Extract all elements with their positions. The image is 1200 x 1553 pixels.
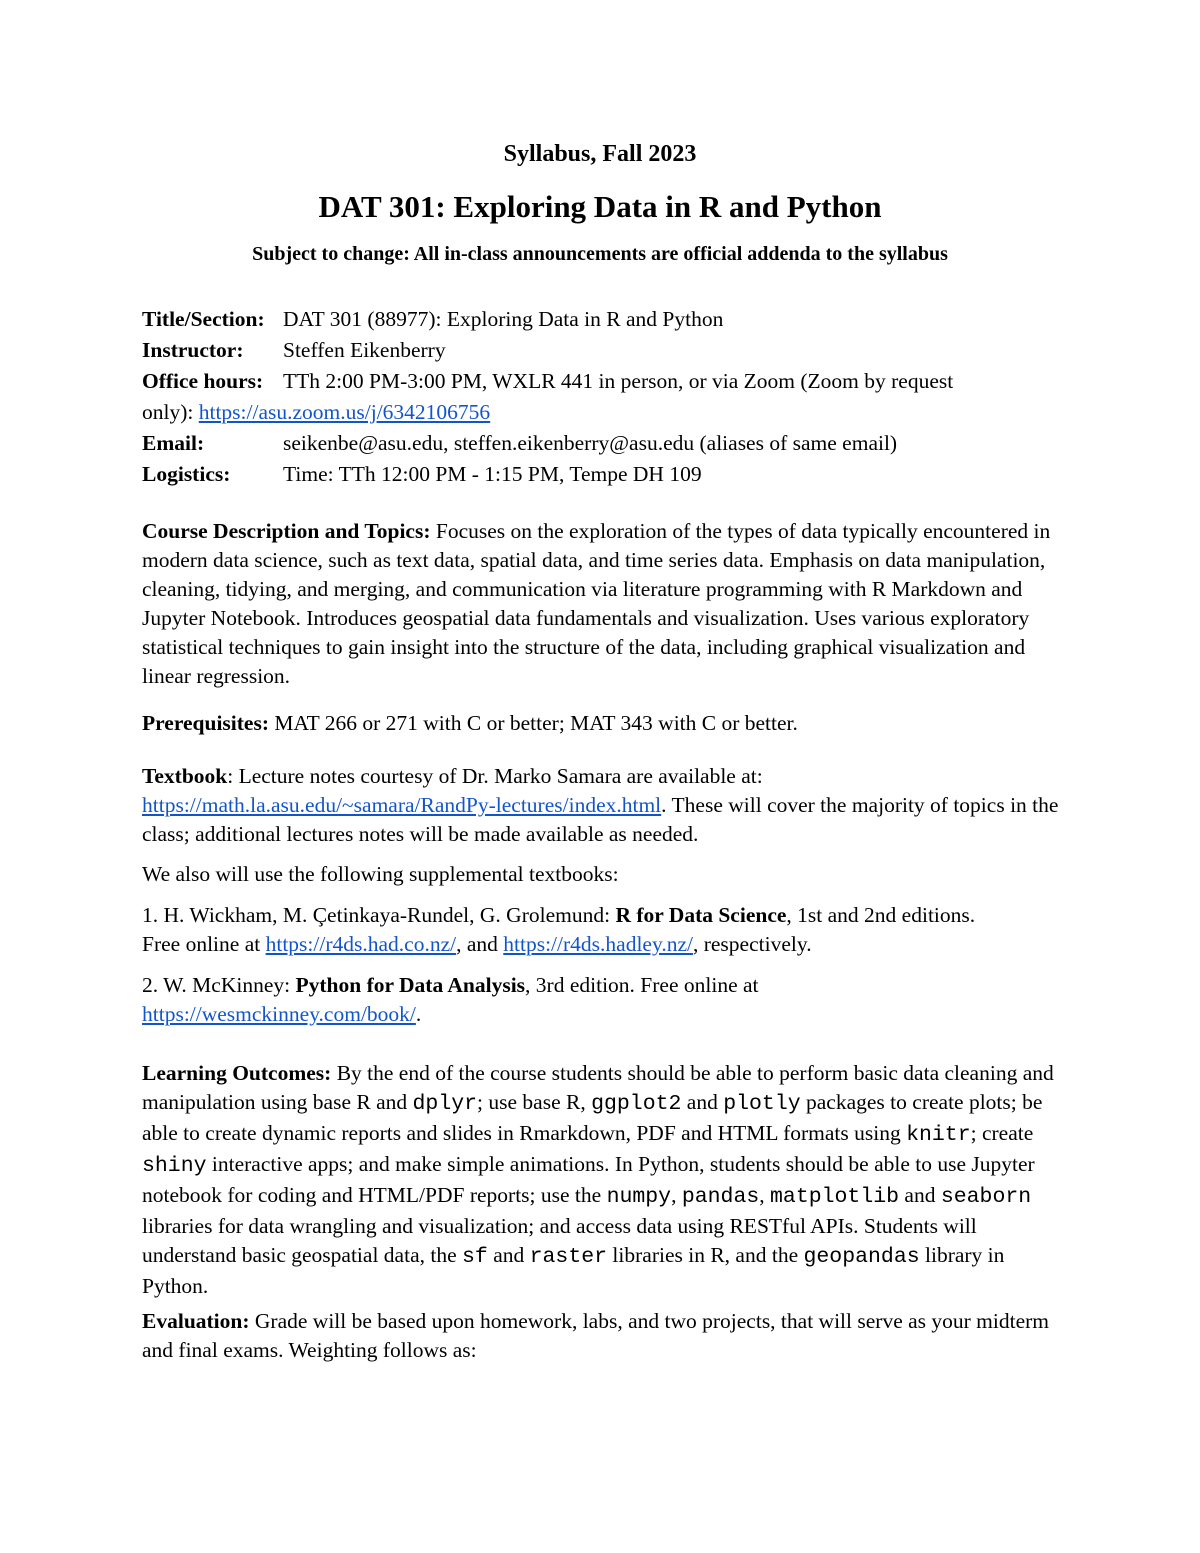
code-matplotlib: matplotlib <box>770 1185 900 1209</box>
title-label: Title/Section: <box>142 307 265 331</box>
outcomes-text: libraries in R, and the <box>607 1243 804 1267</box>
outcomes-text: and <box>899 1183 941 1207</box>
title-value: DAT 301 (88977): Exploring Data in R and Python <box>283 307 724 331</box>
code-seaborn: seaborn <box>940 1185 1032 1209</box>
instructor-label: Instructor: <box>142 338 244 362</box>
course-description <box>142 517 1062 691</box>
syllabus-term: Syllabus, Fall 2023 <box>503 141 697 167</box>
info-row-logistics <box>142 460 1062 491</box>
outcomes-text: packages to create plots; be able to create dynamic reports and slides in Rmarkdown, PDF and HTML formats using <box>142 1090 1043 1145</box>
code-dplyr: dplyr <box>412 1092 478 1116</box>
wesmckinney-link[interactable]: https://wesmckinney.com/book/ <box>142 1002 416 1026</box>
supplemental-intro: We also will use the following supplemental textbooks: <box>142 862 619 886</box>
instructor-value: Steffen Eikenberry <box>283 338 446 362</box>
office-hours-label: Office hours: <box>142 369 264 393</box>
book2-end: . <box>415 1002 422 1026</box>
book-1 <box>142 901 1062 959</box>
book2-author: 2. W. McKinney: <box>142 973 296 997</box>
info-row-office <box>142 367 1062 398</box>
logistics-label: Logistics: <box>142 462 231 486</box>
code-ggplot2: ggplot2 <box>591 1092 682 1116</box>
evaluation-label: Evaluation: <box>142 1309 250 1333</box>
textbook-text-2: . These will cover the majority of topics in the class; additional lectures notes will be made available as needed. <box>142 793 1059 846</box>
code-shiny: shiny <box>142 1154 207 1178</box>
prerequisites <box>142 709 1062 738</box>
textbook-label: Textbook <box>142 764 228 788</box>
code-pandas: pandas <box>681 1185 760 1209</box>
book-2 <box>142 971 1062 1029</box>
outcomes-text: , <box>759 1183 771 1207</box>
outcomes-text: and <box>681 1090 724 1114</box>
outcomes-label: Learning Outcomes: <box>142 1061 332 1085</box>
outcomes-text: , <box>671 1183 682 1207</box>
book1-authors: 1. H. Wickham, M. Çetinkaya-Rundel, G. Grolemund: <box>142 903 616 927</box>
prereq-label: Prerequisites: <box>142 711 269 735</box>
email-label: Email: <box>142 431 205 455</box>
code-plotly: plotly <box>723 1092 801 1116</box>
prereq-text: MAT 266 or 271 with C or better; MAT 343 with C or better. <box>268 711 798 735</box>
outcomes-text: ; use base R, <box>477 1090 592 1114</box>
info-row-title <box>142 305 1062 336</box>
book1-free: Free online at <box>142 932 266 956</box>
code-knitr: knitr <box>906 1123 971 1147</box>
code-numpy: numpy <box>606 1185 672 1209</box>
book2-title: Python for Data Analysis <box>295 973 526 997</box>
zoom-link[interactable]: https://asu.zoom.us/j/6342106756 <box>198 400 491 424</box>
lecture-notes-link[interactable]: https://math.la.asu.edu/~samara/RandPy-lectures/index.html <box>142 793 662 817</box>
evaluation <box>142 1307 1062 1365</box>
syllabus-notice: Subject to change: All in-class announcements are official addenda to the syllabus <box>252 243 948 265</box>
outcomes-text: ; create <box>970 1121 1034 1145</box>
office-hours-value: TTh 2:00 PM-3:00 PM, WXLR 441 in person, or via Zoom (Zoom by request <box>283 369 954 393</box>
textbook-text-1: : Lecture notes courtesy of Dr. Marko Samara are available at: <box>227 764 763 788</box>
info-row-email <box>142 429 1062 460</box>
code-sf: sf <box>462 1245 488 1269</box>
outcomes-text: and <box>487 1243 530 1267</box>
email-value: seikenbe@asu.edu, steffen.eikenberry@asu.edu (aliases of same email) <box>283 431 898 455</box>
office-hours-cont: only): <box>142 400 199 424</box>
description-label: Course Description and Topics: <box>142 519 431 543</box>
book1-and: , and <box>456 932 504 956</box>
book2-edition: , 3rd edition. Free online at <box>525 973 759 997</box>
course-info <box>142 305 1062 491</box>
outcomes-text: libraries for data wrangling and visualization; and access data using RESTful APIs. Students will understand basic geospatial data, the <box>142 1214 977 1267</box>
description-text: Focuses on the exploration of the types of data typically encountered in modern data science, such as text data, spatial data, and time series data. Emphasis on data manipulation, cleaning, tidying, and merging, and communication via literature programming with R Markdown and Jupyter Notebook. Introduces geospatial data fundamentals and visualization. Uses various exploratory statistical techniques to gain insight into the structure of the data, including graphical visualization and linear regression. <box>142 519 1051 688</box>
textbook-paragraph <box>142 762 1062 849</box>
learning-outcomes <box>142 1059 1062 1301</box>
book1-edition: , 1st and 2nd editions. <box>786 903 976 927</box>
logistics-value: Time: TTh 12:00 PM - 1:15 PM, Tempe DH 109 <box>283 462 702 486</box>
course-title: DAT 301: Exploring Data in R and Python <box>318 189 882 224</box>
book1-title: R for Data Science <box>615 903 787 927</box>
outcomes-text: interactive apps; and make simple animations. In Python, students should be able to use Jupyter notebook for coding and HTML/PDF reports; use the <box>142 1152 1035 1207</box>
evaluation-text: Grade will be based upon homework, labs, and two projects, that will serve as your midterm and final exams. Weighting follows as: <box>142 1309 1050 1362</box>
r4ds-link-2[interactable]: https://r4ds.hadley.nz/ <box>503 932 693 956</box>
r4ds-link-1[interactable]: https://r4ds.had.co.nz/ <box>265 932 457 956</box>
code-raster: raster <box>529 1245 608 1269</box>
outcomes-text: library in Python. <box>142 1243 1005 1298</box>
book1-end: , respectively. <box>692 932 812 956</box>
outcomes-text: By the end of the course students should be able to perform basic data cleaning and manipulation using base R and <box>142 1061 1054 1114</box>
info-row-instructor <box>142 336 1062 367</box>
code-geopandas: geopandas <box>803 1245 920 1269</box>
info-row-office-cont <box>142 398 1062 429</box>
